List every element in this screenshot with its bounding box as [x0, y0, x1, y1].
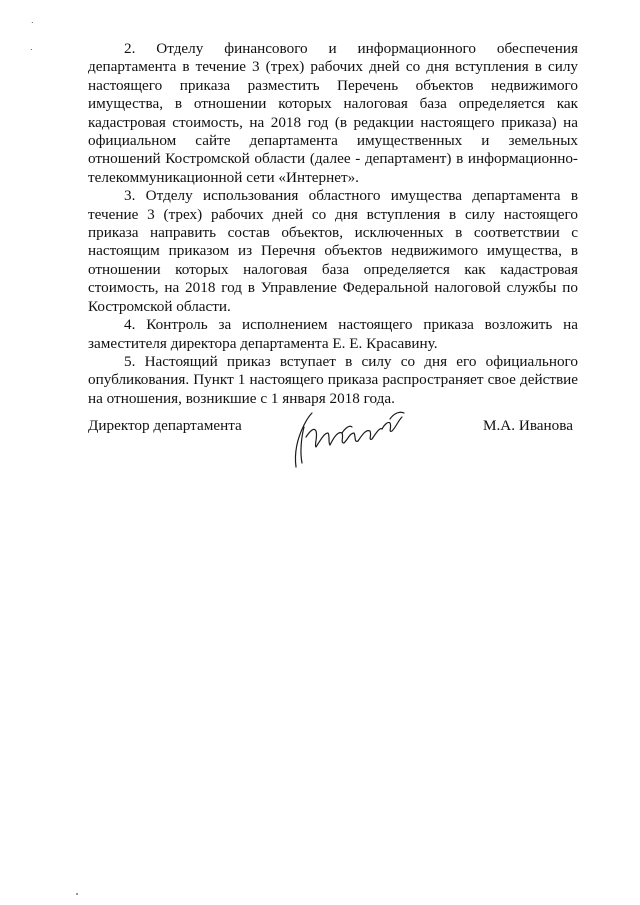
- order-body: [88, 40, 578, 408]
- paragraph-5: 5. Настоящий приказ вступает в силу со дня его официального опубликования. Пункт 1 настоящего приказа распространяет свое действие на отношения, возникшие с 1 января 2018 года.: [88, 352, 578, 407]
- scan-mark: .: [31, 16, 34, 25]
- signer-name: М.А. Иванова: [483, 417, 573, 434]
- signature-block: [88, 417, 578, 497]
- signer-position: Директор департамента: [88, 417, 242, 434]
- paragraph-4: 4. Контроль за исполнением настоящего приказа возложить на заместителя директора департамента Е. Е. Красавину.: [88, 316, 578, 352]
- scan-mark: .: [30, 43, 33, 52]
- handwritten-signature: [284, 397, 414, 477]
- paragraph-3: 3. Отделу использования областного имущества департамента в течение 3 (трех) рабочих дней со дня вступления в силу настоящего приказа направить состав объектов, исключенных в соответствии с настоящим приказом из Перечня объектов недвижимого имущества, в отношении которых налоговая база определяется как кадастровая стоимость, на 2018 год в Управление Федеральной налоговой службы по Костромской области.: [88, 187, 578, 315]
- paragraph-2: 2. Отделу финансового и информационного обеспечения департамента в течение 3 (трех) рабочих дней со дня вступления в силу настоящего приказа разместить Перечень объектов недвижимого имущества, в отношении которых налоговая база определяется как кадастровая стоимость, на 2018 год (в редакции настоящего приказа) на официальном сайте департамента имущественных и земельных отношений Костромской области (далее - департамент) в информационно-телекоммуникационной сети «Интернет».: [88, 40, 578, 186]
- scan-speck: [76, 893, 78, 895]
